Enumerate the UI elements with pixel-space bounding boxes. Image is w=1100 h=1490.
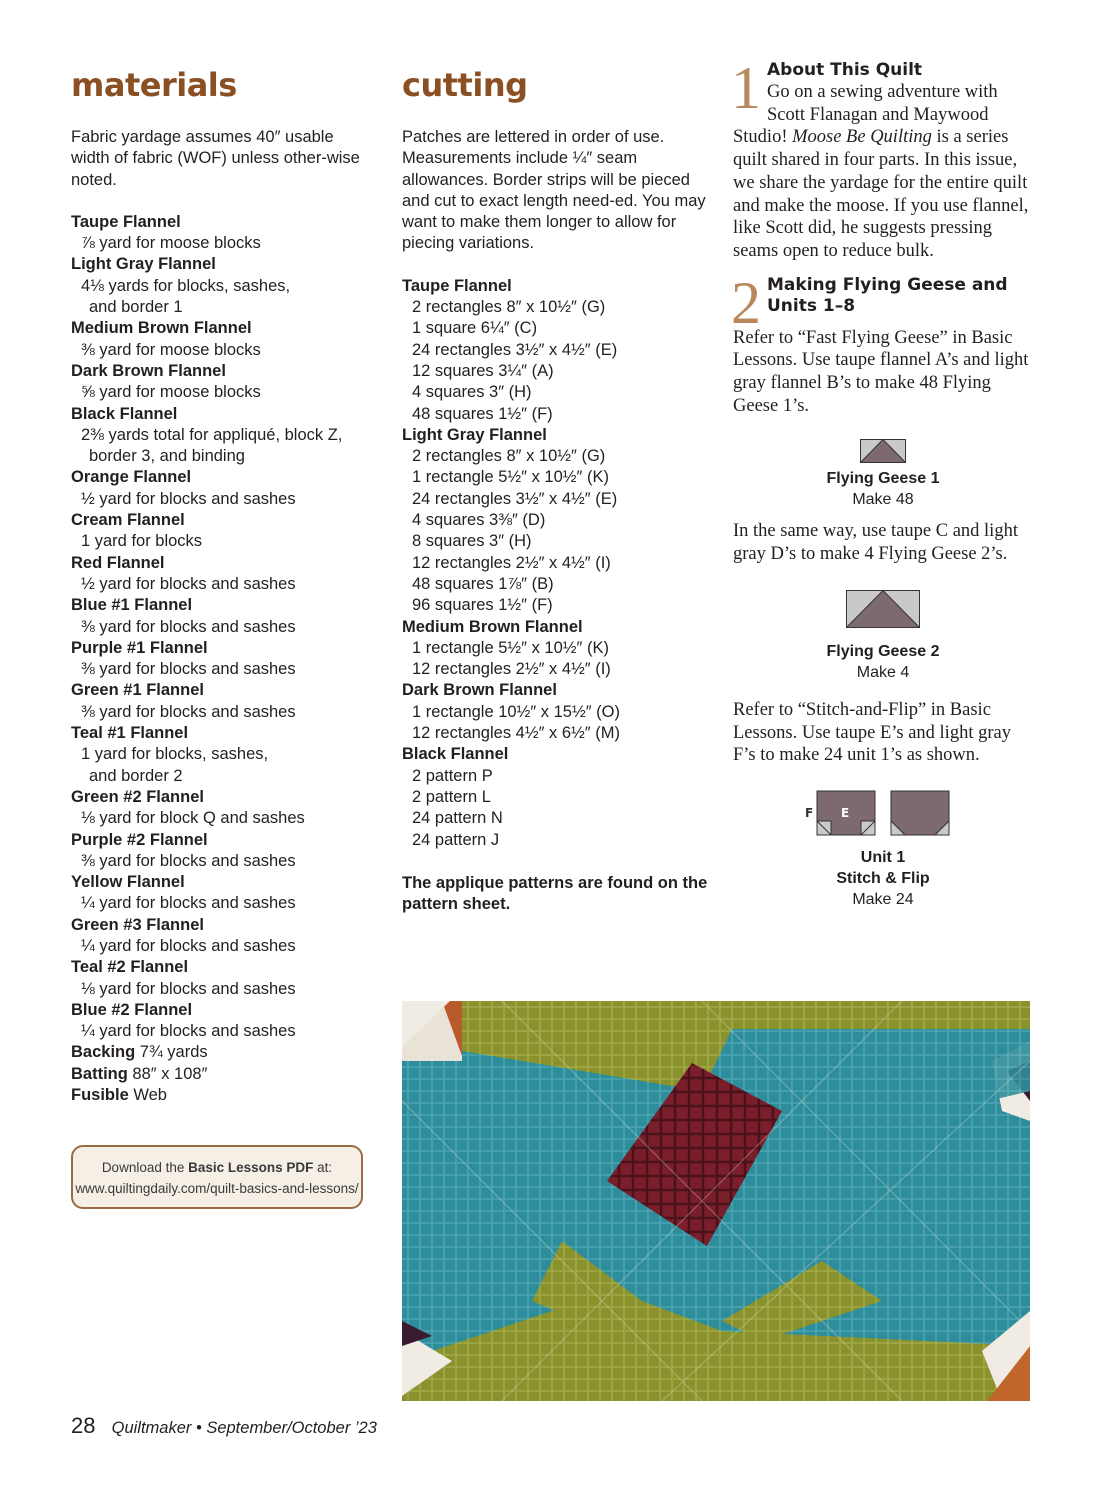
flying-geese-1-title: Flying Geese 1 [826,470,940,488]
cutting-fabric-name: Light Gray Flannel [402,425,547,444]
materials-fabric-amount: ⅜ yard for blocks and sashes [81,617,296,636]
cutting-line: 12 rectangles 2½″ x 4½″ (I) [412,660,611,679]
materials-fabric-amount: ⅜ yard for blocks and sashes [81,660,296,679]
materials-fabric-amount: ⅜ yard for moose blocks [81,340,261,359]
cutting-line: 2 pattern P [412,766,493,785]
cutting-line: 48 squares 1⅞″ (B) [412,574,554,593]
cutting-line: 12 rectangles 4½″ x 6½″ (M) [412,724,620,743]
page-number: 28 [71,1413,96,1438]
materials-fabric-name: Yellow Flannel [71,873,185,892]
flying-geese-1-caption [733,468,1033,510]
steps-column [731,55,1033,910]
flying-geese-2-icon [846,590,920,628]
materials-fabric-name: Purple #1 Flannel [71,638,208,657]
flying-geese-1-make: Make 48 [852,491,914,509]
batting-label: Batting [71,1064,128,1083]
cutting-line: 48 squares 1½″ (F) [412,404,553,423]
materials-fabric-amount: 1 yard for blocks [81,532,203,551]
step-1-text-b: is a series quilt shared in four parts. In this issue, we share the yardage for the entire quilt and make the moose. If you use flannel, like Scott did, he suggests pressing seams open to reduce bulk. [733,127,1029,261]
materials-fabric-name: Taupe Flannel [71,212,181,231]
materials-fabric-amount: ¼ yard for blocks and sashes [81,894,296,913]
materials-fabric-amount: ⅝ yard for moose blocks [81,383,261,402]
materials-fabric-name: Red Flannel [71,553,165,572]
cutting-line: 2 rectangles 8″ x 10½″ (G) [412,298,606,317]
cutting-line: 8 squares 3″ (H) [412,532,532,551]
page-footer [71,1413,377,1439]
materials-fabric-amount: and border 1 [89,298,183,317]
cutting-line: 4 squares 3″ (H) [412,383,532,402]
step-1-quilt-name: Moose Be Quilting [792,127,932,148]
materials-fabric-name: Teal #1 Flannel [71,724,189,743]
step-2-para-2: In the same way, use taupe C and light gray D’s to make 4 Flying Geese 2’s. [733,521,1018,565]
step-2-para-3: Refer to “Stitch-and-Flip” in Basic Lessons. Use taupe E’s and light gray F’s to make 24 unit 1’s as shown. [733,699,1011,766]
download-line [73,1157,361,1178]
materials-extra [71,1042,371,1106]
cutting-fabric-name: Taupe Flannel [402,276,512,295]
materials-fabric-name: Medium Brown Flannel [71,319,252,338]
materials-fabric-amount: and border 2 [89,766,183,785]
materials-fabric-amount: 1 yard for blocks, sashes, [81,745,269,764]
cutting-line: 1 rectangle 5½″ x 10½″ (K) [412,468,609,487]
download-url[interactable]: www.quiltingdaily.com/quilt-basics-and-lessons/ [75,1181,359,1196]
unit-1-label-f: F [805,805,814,820]
materials-fabric-name: Orange Flannel [71,468,192,487]
materials-fabric-name: Teal #2 Flannel [71,958,189,977]
cutting-note: The applique patterns are found on the pattern sheet. [402,873,708,914]
materials-fabric-amount: ½ yard for blocks and sashes [81,574,296,593]
cutting-line: 2 rectangles 8″ x 10½″ (G) [412,447,606,466]
cutting-line: 24 pattern N [412,809,503,828]
cutting-line: 24 rectangles 3½″ x 4½″ (E) [412,340,618,359]
cutting-line: 24 rectangles 3½″ x 4½″ (E) [412,489,618,508]
step-1-text-a: Go on a sewing adventure with Scott Flanagan and Maywood Studio! [733,82,998,148]
cutting-fabric-name: Dark Brown Flannel [402,681,557,700]
unit-1-label-e: E [841,805,850,820]
download-box [71,1145,363,1209]
cutting-line: 1 square 6¼″ (C) [412,319,538,338]
backing-label: Backing [71,1043,136,1062]
fusible-label: Fusible [71,1086,129,1105]
step-2-number: 2 [731,269,761,336]
materials-fabric-name: Light Gray Flannel [71,255,216,274]
cutting-line: 12 rectangles 2½″ x 4½″ (I) [412,553,611,572]
step-1-number: 1 [731,55,761,121]
flying-geese-2-diagram [733,590,1033,633]
materials-heading: materials [71,66,237,104]
flying-geese-1-diagram [733,439,1033,468]
download-prefix: Download the [101,1160,189,1175]
materials-fabric-name: Blue #1 Flannel [71,596,193,615]
flying-geese-2-caption [733,641,1033,683]
unit-1-title: Unit 1 [860,848,906,866]
download-suffix: at: [313,1160,333,1175]
cutting-line: 4 squares 3⅜″ (D) [412,511,546,530]
materials-fabric-amount: ⅛ yard for blocks and sashes [81,979,296,998]
fusible-line [71,1085,371,1106]
materials-column [71,60,371,1106]
quilt-block-image [402,1001,1030,1401]
materials-intro: Fabric yardage assumes 40″ usable width of fabric (WOF) unless other-wise noted. [71,128,360,189]
materials-fabric-amount: border 3, and binding [89,447,245,466]
materials-fabric-amount: ½ yard for blocks and sashes [81,489,296,508]
materials-fabric-name: Blue #2 Flannel [71,1000,193,1019]
backing-value: 7¾ yards [139,1043,208,1062]
cutting-line: 96 squares 1½″ (F) [412,596,553,615]
unit-1-subtitle: Stitch & Flip [836,869,930,887]
materials-fabric-amount: ¼ yard for blocks and sashes [81,936,296,955]
cutting-fabric-name: Medium Brown Flannel [402,617,583,636]
step-1 [731,55,1033,263]
cutting-list [402,276,712,851]
fusible-value: Web [133,1086,167,1105]
quilt-block-photo [402,1001,1030,1401]
publication-line: Quiltmaker • September/October ’23 [111,1419,377,1437]
materials-fabric-name: Purple #2 Flannel [71,830,208,849]
cutting-intro: Patches are lettered in order of use. Measurements include ¼″ seam allowances. Border strips will be pieced and cut to exact length need-ed. You may want to make them longer to allow for piecing variations. [402,128,706,253]
materials-fabric-name: Cream Flannel [71,511,185,530]
cutting-line: 1 rectangle 5½″ x 10½″ (K) [412,638,609,657]
flying-geese-1-icon [860,439,906,463]
materials-fabric-name: Green #2 Flannel [71,787,204,806]
step-2-title: Making Flying Geese and Units 1–8 [767,274,1008,316]
flying-geese-2-title: Flying Geese 2 [826,642,940,660]
cutting-column [402,60,712,915]
batting-value: 88″ x 108″ [132,1064,208,1083]
unit-1-make: Make 24 [852,890,914,908]
materials-fabric-amount: ⅜ yard for blocks and sashes [81,851,296,870]
batting-line [71,1064,371,1085]
unit-1-diagram [733,789,1033,841]
cutting-heading: cutting [402,66,528,104]
materials-fabric-amount: ¼ yard for blocks and sashes [81,1022,296,1041]
materials-fabric-amount: ⅜ yard for blocks and sashes [81,702,296,721]
step-2 [731,269,1033,418]
cutting-line: 1 rectangle 10½″ x 15½″ (O) [412,702,620,721]
flying-geese-2-make: Make 4 [856,663,910,681]
unit-1-icon [803,789,963,841]
backing-line [71,1042,371,1063]
materials-fabric-name: Green #3 Flannel [71,915,204,934]
step-1-title: About This Quilt [767,60,923,80]
download-bold: Basic Lessons PDF [188,1160,314,1175]
unit-1-caption [733,847,1033,910]
materials-list [71,212,371,1043]
materials-fabric-amount: ⅛ yard for block Q and sashes [81,809,305,828]
materials-fabric-amount: ⅞ yard for moose blocks [81,234,261,253]
materials-fabric-amount: 2⅜ yards total for appliqué, block Z, [81,425,343,444]
cutting-line: 24 pattern J [412,830,500,849]
step-2-para-1: Refer to “Fast Flying Geese” in Basic Lessons. Use taupe flannel A’s and light gray flannel B’s to make 48 Flying Geese 1’s. [733,327,1029,416]
materials-fabric-name: Dark Brown Flannel [71,361,226,380]
cutting-line: 2 pattern L [412,787,491,806]
materials-fabric-name: Green #1 Flannel [71,681,204,700]
cutting-fabric-name: Black Flannel [402,745,509,764]
materials-fabric-amount: 4⅛ yards for blocks, sashes, [81,276,291,295]
cutting-line: 12 squares 3¼″ (A) [412,361,554,380]
materials-fabric-name: Black Flannel [71,404,178,423]
